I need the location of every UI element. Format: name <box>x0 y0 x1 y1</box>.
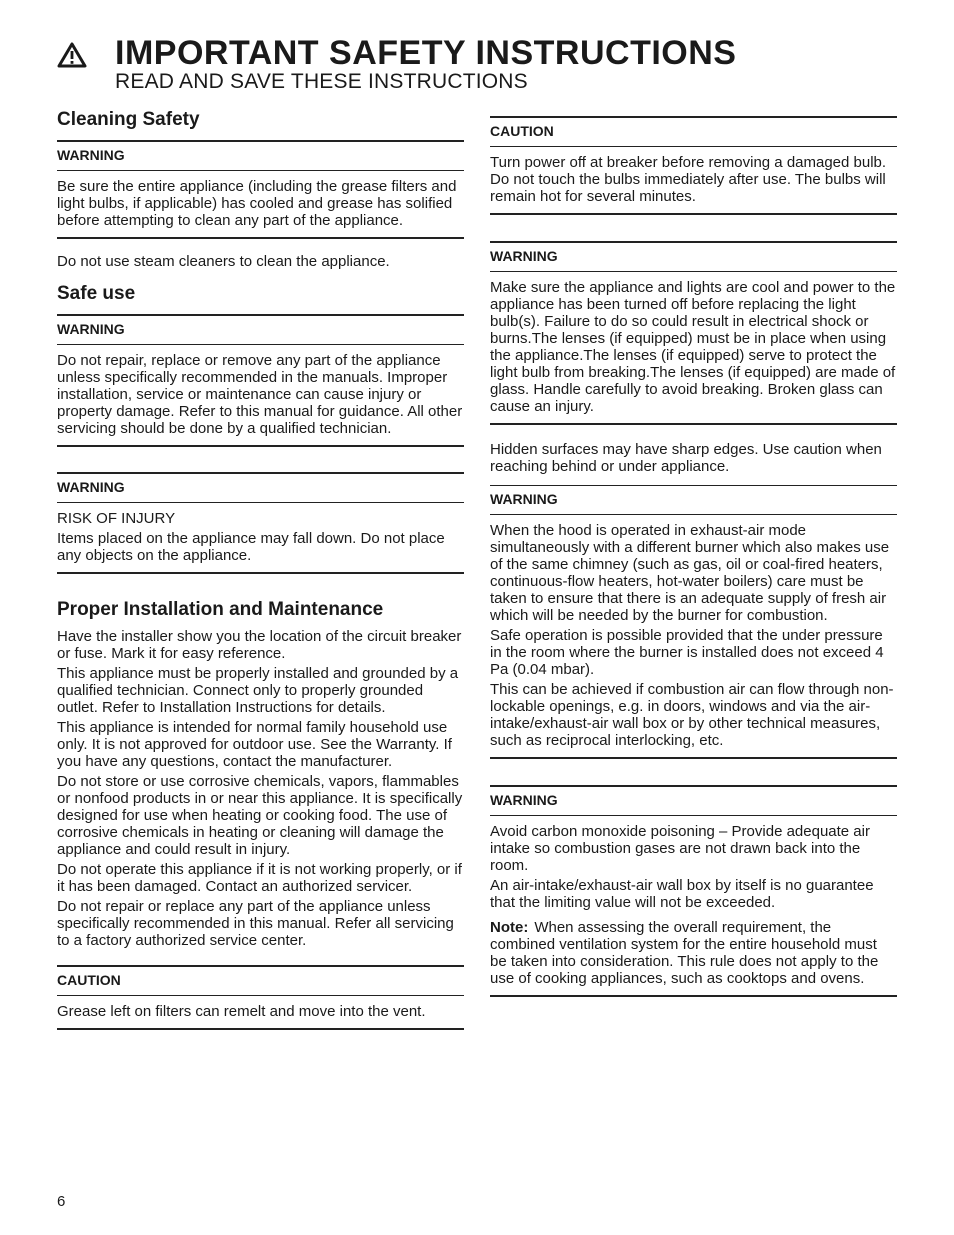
warning-triangle-icon <box>57 42 87 68</box>
proper-installation-heading: Proper Installation and Maintenance <box>57 599 384 620</box>
cleaning-warning-box <box>57 140 464 239</box>
note-text: When assessing the overall requirement, the combined ventilation system for the entire household must be taken into consideration. This rule does not apply to the use of cooking appliances, such as cooktops and ovens. <box>490 919 879 987</box>
warning-text: Make sure the appliance and lights are cool and power to the appliance has been turned off before replacing the light bulb(s). Failure to do so could result in electrical shock or burns.The lenses (if equipped) must be in place when using the appliance.The lenses (if equipped) serve to protect the light bulb from breaking.The lenses (if equipped) are made of glass. Handle carefully to avoid breaking. Broken glass can cause an injury. <box>490 279 896 415</box>
grease-caution-box <box>57 965 464 1030</box>
lights-warning-box <box>490 241 897 425</box>
warning-label: WARNING <box>490 787 897 816</box>
right-column <box>490 108 897 1005</box>
warning-text: This can be achieved if combustion air can flow through non-lockable openings, e.g. in doors, windows and via the air-intake/exhaust-air wall box or by other technical measures, such as reciprocal interlocking, etc. <box>490 681 894 749</box>
page-subtitle: READ AND SAVE THESE INSTRUCTIONS <box>115 70 528 93</box>
warning-label: WARNING <box>57 316 464 345</box>
sharp-edges-text: Hidden surfaces may have sharp edges. Use caution when reaching behind or under appliance. <box>490 441 882 475</box>
note-label: Note: <box>490 919 529 936</box>
warning-label: WARNING <box>57 474 464 503</box>
risk-of-injury-warning-box <box>57 472 464 574</box>
install-paragraph: This appliance must be properly installed and grounded by a qualified technician. Connect only to properly grounded outlet. Refer to Installation Instructions for details. <box>57 665 459 716</box>
warning-text: When the hood is operated in exhaust-air mode simultaneously with a different burner which also makes use of the same chimney (such as gas, oil or coal-fired heaters, continuous-flow heaters, hot-water boilers) care must be taken to ensure that there is an adequate supply of fresh air which will be needed by the burner for combustion. <box>490 522 890 624</box>
warning-label: WARNING <box>490 486 897 515</box>
warning-text: Avoid carbon monoxide poisoning – Provide adequate air intake so combustion gases are not drawn back into the room. <box>490 823 870 874</box>
warning-text: Safe operation is possible provided that the under pressure in the room where the burner is installed does not exceed 4 Pa (0.04 mbar). <box>490 627 884 678</box>
caution-label: CAUTION <box>57 967 464 996</box>
exhaust-air-warning-box <box>490 486 897 759</box>
steam-cleaner-text: Do not use steam cleaners to clean the appliance. <box>57 253 390 270</box>
note-paragraph <box>490 919 897 987</box>
install-paragraph: Do not repair or replace any part of the appliance unless specifically recommended in this manual. Refer all servicing to a factory authorized service center. <box>57 898 454 949</box>
safe-use-warning-box <box>57 314 464 447</box>
warning-text: An air-intake/exhaust-air wall box by itself is no guarantee that the limiting value will not be exceeded. <box>490 877 874 911</box>
warning-label: WARNING <box>57 142 464 171</box>
carbon-monoxide-warning-box <box>490 785 897 997</box>
warning-label: WARNING <box>490 243 897 272</box>
risk-of-injury-label: RISK OF INJURY <box>57 510 176 527</box>
caution-text: Grease left on filters can remelt and move into the vent. <box>57 1003 426 1020</box>
warning-text: Do not repair, replace or remove any part of the appliance unless specifically recommended in the manuals. Improper installation, service or maintenance can cause injury or property damage. Refer to this manual for guidance. All other servicing should be done by a qualified technician. <box>57 352 463 437</box>
warning-text: Items placed on the appliance may fall down. Do not place any objects on the appliance. <box>57 530 445 564</box>
caution-label: CAUTION <box>490 118 897 147</box>
cleaning-safety-heading: Cleaning Safety <box>57 109 200 130</box>
install-paragraph: This appliance is intended for normal family household use only. It is not approved for outdoor use. See the Warranty. If you have any questions, contact the manufacturer. <box>57 719 452 770</box>
left-column <box>57 108 464 1038</box>
bulb-caution-box <box>490 116 897 215</box>
page-number: 6 <box>57 1193 66 1210</box>
page-title: IMPORTANT SAFETY INSTRUCTIONS <box>115 34 737 72</box>
install-paragraph: Have the installer show you the location of the circuit breaker or fuse. Mark it for easy reference. <box>57 628 462 662</box>
safe-use-heading: Safe use <box>57 283 136 304</box>
install-paragraph: Do not store or use corrosive chemicals, vapors, flammables or nonfood products in or near this appliance. It is specifically designed for use when heating or cooking food. The use of corrosive chemicals in heating or cleaning will damage the appliance and could result in injury. <box>57 773 463 858</box>
install-paragraph: Do not operate this appliance if it is not working properly, or if it has been damaged. Contact an authorized servicer. <box>57 861 462 895</box>
warning-text: Be sure the entire appliance (including the grease filters and light bulbs, if applicable) has cooled and grease has solified before attempting to clean any part of the appliance. <box>57 178 457 229</box>
caution-text: Turn power off at breaker before removing a damaged bulb. Do not touch the bulbs immediately after use. The bulbs will remain hot for several minutes. <box>490 154 887 205</box>
